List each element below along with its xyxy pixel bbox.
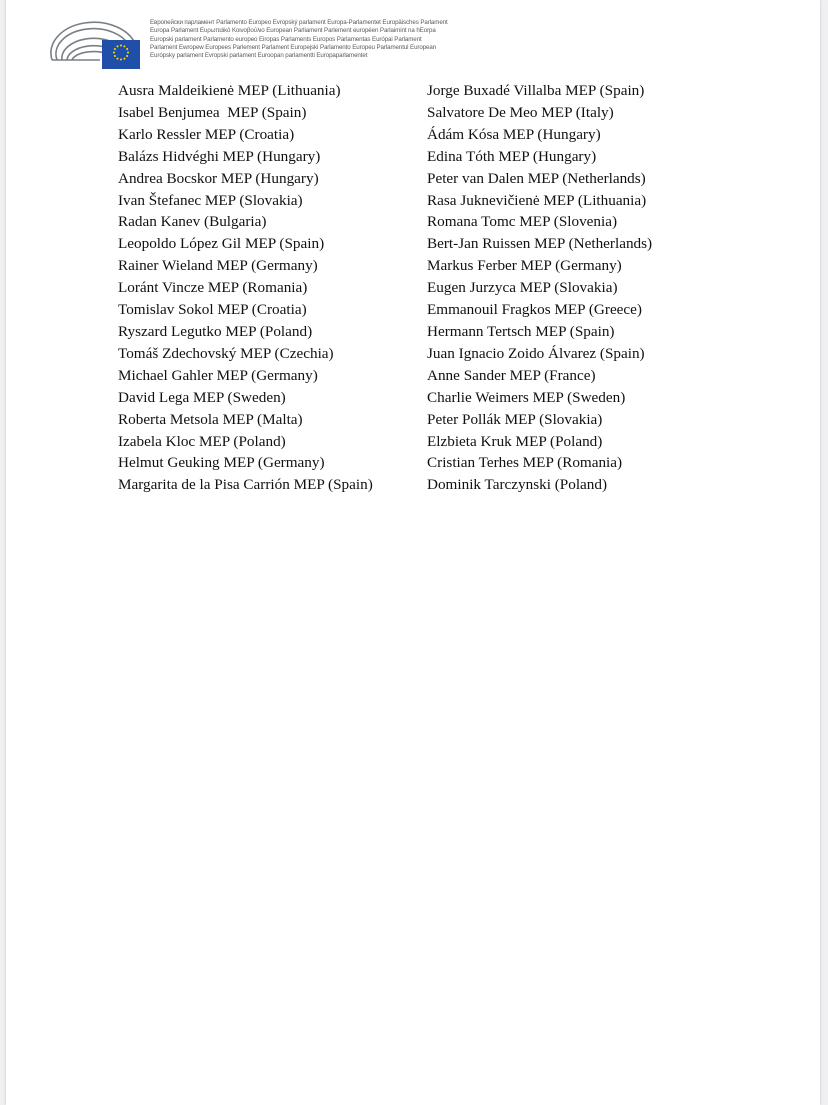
signatory: Juan Ignacio Zoido Álvarez (Spain): [427, 344, 645, 362]
signatory: Ivan Štefanec MEP (Slovakia): [118, 191, 303, 209]
signatory: Ausra Maldeikienė MEP (Lithuania): [118, 82, 341, 99]
signatory: Ryszard Legutko MEP (Poland): [118, 322, 313, 340]
signatory: Charlie Weimers MEP (Sweden): [427, 388, 626, 406]
signatory: Bert-Jan Ruissen MEP (Netherlands): [427, 235, 653, 253]
signatory: Peter van Dalen MEP (Netherlands): [427, 169, 646, 187]
signatory: Elzbieta Kruk MEP (Poland): [427, 432, 603, 450]
signatory: Emmanouil Fragkos MEP (Greece): [427, 301, 642, 319]
document-page: [6, 0, 820, 1105]
institution-names-line: Europa Parlament Ευρωπαϊκό Κοινοβούλιο European Parliament Parlement européen Parlaimint na hEorpa: [150, 27, 436, 35]
signatory: Edina Tóth MEP (Hungary): [427, 147, 597, 165]
signatory: Michael Gahler MEP (Germany): [118, 366, 318, 384]
signatory: Karlo Ressler MEP (Croatia): [118, 125, 295, 143]
signatory: Margarita de la Pisa Carrión MEP (Spain): [118, 476, 373, 494]
signatories-right-column: [427, 80, 652, 496]
signatory: Andrea Bocskor MEP (Hungary): [118, 169, 319, 187]
signatory: Leopoldo López Gil MEP (Spain): [118, 235, 325, 253]
institution-names-line: Parlament Ewropew Europees Parlement Parlament Europejski Parlamento Europeu Parlamentul European: [150, 43, 437, 51]
signatory: Roberta Metsola MEP (Malta): [118, 410, 303, 428]
signatory: Radan Kanev (Bulgaria): [118, 213, 267, 231]
institution-names: [150, 19, 530, 60]
signatory: Loránt Vincze MEP (Romania): [118, 279, 308, 297]
signatory: Ádám Kósa MEP (Hungary): [427, 125, 601, 143]
signatory: Jorge Buxadé Villalba MEP (Spain): [427, 82, 645, 99]
signatory: Salvatore De Meo MEP (Italy): [427, 103, 614, 121]
european-parliament-logo: [50, 16, 142, 70]
signatories-left-column: [118, 80, 373, 496]
signatory: Dominik Tarczynski (Poland): [427, 476, 608, 494]
signatory: David Lega MEP (Sweden): [118, 388, 286, 406]
signatory: Tomislav Sokol MEP (Croatia): [118, 301, 307, 319]
institution-names-line: Europski parlament Parlamento europeo Eiropas Parlaments Europos Parlamentas Európai Parlament: [150, 35, 422, 43]
signatory: Hermann Tertsch MEP (Spain): [427, 322, 615, 340]
signatory: Romana Tomc MEP (Slovenia): [427, 213, 618, 231]
institution-names-line: Európsky parlament Evropski parlament Euroopan parlamentti Europaparlamentet: [150, 52, 368, 60]
signatory: Cristian Terhes MEP (Romania): [427, 454, 623, 472]
signatory: Anne Sander MEP (France): [427, 366, 596, 384]
signatory: Helmut Geuking MEP (Germany): [118, 454, 325, 472]
signatory: Tomáš Zdechovský MEP (Czechia): [118, 344, 334, 362]
signatory: Balázs Hidvéghi MEP (Hungary): [118, 147, 321, 165]
signatory: Izabela Kloc MEP (Poland): [118, 432, 286, 450]
signatory: Markus Ferber MEP (Germany): [427, 257, 622, 275]
signatory: Isabel Benjumea MEP (Spain): [118, 103, 307, 121]
signatory: Eugen Jurzyca MEP (Slovakia): [427, 279, 618, 297]
signatory: Peter Pollák MEP (Slovakia): [427, 410, 603, 428]
signatory: Rasa Juknevičienė MEP (Lithuania): [427, 191, 647, 209]
institution-names-line: Европейски парламент Parlamento Europeo Evropský parlament Europa-Parlamentet Europäisches Parlament: [150, 19, 448, 26]
signatory: Rainer Wieland MEP (Germany): [118, 257, 318, 275]
